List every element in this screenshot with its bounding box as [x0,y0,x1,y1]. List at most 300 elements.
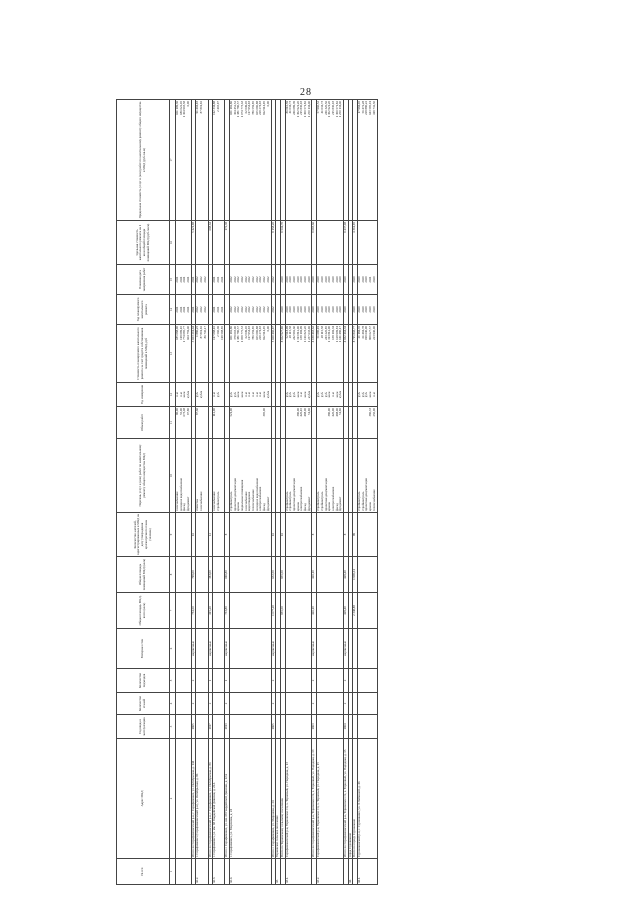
table-cell [358,557,377,593]
cell-line: 2020 [342,306,347,313]
cell-line: 2022 [254,306,259,313]
cell-line: 2022 [243,276,248,283]
cell-line: 2020 [306,306,311,313]
table-cell: Серафимовичский р-н, Терновское с/п, х. Терновый, ул. Народная, д. 15 [317,739,344,859]
table-cell: Терновское сельское поселение [276,739,281,859]
cell-line: 2020 [311,276,316,283]
table-cell: 1 995,61 [353,557,358,593]
cell-line: 165 096,88 [254,101,259,115]
table-cell: 42.2. [196,859,208,885]
header-cell: Материал стен [117,629,170,669]
cell-line: 117 954,93 [247,101,252,115]
header-cell: Количество жителей, зарегистрированных в МКД на дату утверждения краткосрочного плана (человек) [117,513,170,557]
cell-line: газоснабжение [199,491,204,511]
cell-line: п.м [258,392,263,397]
cell-line: п.м [371,392,376,397]
table-cell: 8 [225,513,230,557]
cell-line: 246 089,39 [292,101,297,115]
header-cell: Количество этажей [117,693,170,715]
table-cell: 855,50 [280,593,285,629]
table-cell: 835,50 [280,557,285,593]
cell-line: 2020 [360,306,365,313]
table-cell [285,221,312,265]
table-cell [196,221,208,265]
cell-line: 2022 [270,306,275,313]
header-cell: Год ввода в эксплуатацию [117,715,170,739]
cell-line: 1 300 571,82 [334,101,339,118]
table-cell [285,593,312,629]
table-cell [317,265,344,295]
cell-line: 2020 [284,276,289,283]
table-cell [196,265,208,295]
table-cell [317,693,344,715]
table-cell: 2 [271,669,276,693]
column-number: 14 [170,295,176,325]
cell-line: 118 099,10 [178,326,183,340]
cell-line: 786 559,85 [251,326,256,340]
table-cell [196,383,208,407]
table-cell: 2 [208,693,213,715]
cell-line: стройконтроль [215,491,220,511]
table-cell: 799,00 [191,557,196,593]
cell-line: 2020 [279,306,284,313]
table-row [358,100,377,885]
header-row [117,100,170,885]
cell-line: крыша [295,502,300,511]
cell-line: 228 880,22 [364,101,369,115]
table-row [317,100,344,885]
table-cell: 1964 [343,715,348,739]
cell-line: руб. [360,391,365,398]
cell-line: 380,00 [327,408,332,417]
cell-line: 2020 [338,276,343,283]
cell-line: 161 109,36 [175,101,179,115]
table-cell [196,693,208,715]
column-number: 6 [170,629,176,669]
cell-line: руб. [292,391,297,398]
cell-line: водоотведение [247,491,252,511]
table-cell [285,715,312,739]
table-cell: 1 [208,669,213,693]
cell-line: руб. [195,391,200,398]
table-cell: Итого по Серафимовичский р-н, г. Серафимович, ул. Октябрьская, д. 144 [191,739,196,859]
cell-line: кв.м [368,391,373,398]
cell-line: отмостка [195,499,200,511]
cell-line: 0,00 [265,101,270,107]
table-cell [285,295,312,325]
table-cell: 429,40 [343,557,348,593]
table-cell [285,265,312,295]
cell-line: п.м [247,392,252,397]
cell-line: 2020 [334,276,339,283]
cell-line: 4 032 464,34 [342,326,347,343]
table-cell: Всего по Терновскому сельскому поселению [280,739,285,859]
header-cell: Год планируемого капитального ремонта [117,295,170,325]
column-number: 1 [170,859,176,885]
cell-line: 2020 [338,306,343,313]
header-cell: Общая площадь помещений МКД (кв.м) [117,557,170,593]
cell-line: куб.м [199,390,204,399]
table-cell [229,265,271,295]
table-cell [358,383,377,407]
cell-line: 2020 [316,276,321,283]
cell-line: 2020 [330,306,335,313]
cell-line: руб. [288,391,293,398]
cell-line: 2020 [288,306,293,313]
cell-line: 0,00 [186,101,191,107]
table-cell: 16 [271,513,276,557]
table-cell [285,100,312,221]
table-cell [317,593,344,629]
table-cell [229,715,271,739]
cell-line: 243 226,85 [323,326,328,340]
cell-line: п.м [251,392,256,397]
cell-line: 922 914,95 [262,101,267,115]
table-cell [176,383,192,407]
table-cell [196,439,208,513]
cell-line: 2022 [195,306,200,313]
table-body [176,100,378,885]
table-cell [317,715,344,739]
table-cell [213,557,225,593]
table-cell: 733,80 [225,593,230,629]
table-cell [229,295,271,325]
cell-line: проектная документация [323,478,328,511]
table-cell [358,669,377,693]
cell-line: 138 169,34 [330,326,335,340]
column-number: 8 [170,557,176,593]
cell-line: 1 128 909,81 [334,326,339,343]
cell-line: 1 313 812,00 [295,326,300,343]
cell-line: 2022 [265,276,270,283]
table-cell [213,325,225,383]
cell-line: 2022 [270,276,275,283]
table-cell [176,629,192,669]
table-cell: 9 541,70 [280,221,285,265]
table-row [213,100,225,885]
cell-line: 2 403,97 [215,101,220,112]
header-cell: № п/п [117,859,170,885]
table-cell [358,439,377,513]
cell-line: 2022 [262,276,267,283]
cell-line: 101 192,86 [228,326,233,340]
cell-line: п.м [299,392,304,397]
cell-line: кв.м [327,391,332,398]
table-cell: Суровикинский р-н, г. Суровикино, ул. Л.Чайкиной, д. 46 [358,739,377,859]
header-cell: Общая площадь МКД, всего (кв.м) [117,593,170,629]
cell-line: 378 003,00 [232,326,237,340]
cell-line: стройконтроль [357,491,362,511]
table-cell: 44.1. [358,859,377,885]
cell-line: 2022 [240,306,245,313]
cell-line: 1 074 773,63 [240,101,245,118]
column-number: 12 [170,383,176,407]
cell-line: куб.м [186,390,191,399]
cell-line: 2020 [334,306,339,313]
table-cell [229,325,271,383]
header-cell: Плановая дата завершения работ [117,265,170,295]
table-cell [176,221,192,265]
cell-line: 2020 [319,276,324,283]
cell-line: 2020 [316,306,321,313]
cell-line: 2021 [215,276,220,283]
column-number: 4 [170,693,176,715]
cell-line: кв.м [236,391,241,398]
table-cell [196,557,208,593]
table-cell: 9 437,08 [343,221,348,265]
cell-line: п.м [254,392,259,397]
cell-line: 673,48 [182,408,187,417]
cell-line: стройконтроль [228,491,233,511]
cell-line: 2020 [342,276,347,283]
cell-line: 185 088,00 [175,326,179,340]
table-cell [229,593,271,629]
table-cell: 43.1. [285,859,312,885]
cell-line: 2021 [212,276,217,283]
table-cell: 12 [208,513,213,557]
table-cell: 9 693,66 [312,221,317,265]
cell-line: 2021 [219,306,224,313]
column-number: 9 [170,513,176,557]
cell-line: 2020 [299,276,304,283]
cell-line: 1 116 823,20 [303,326,308,343]
cell-line: куб.м [338,390,343,399]
cell-line: газоснабжение [212,491,217,511]
cell-line: 2021 [186,276,191,283]
table-cell [358,325,377,383]
cell-line: п.м [330,392,335,397]
cell-line: 17 984,45 [357,101,362,114]
table-cell [176,265,192,295]
cell-line: 246 326,56 [323,101,328,115]
table-cell [196,407,208,439]
cell-line: руб. [284,391,289,398]
table-cell: 2 [191,669,196,693]
cell-line: газоснабжение [175,491,179,511]
table-cell [229,629,271,669]
cell-line: 57 960,52 [316,101,321,114]
table-cell [213,669,225,693]
cell-line: 2020 [368,306,373,313]
cell-line: кв.м [240,391,245,398]
table-cell [285,693,312,715]
cell-line: 2020 [279,276,284,283]
cell-line: руб. [232,391,237,398]
cell-line: 498,00 [334,408,339,417]
cell-line: 112,00 [212,408,217,417]
cell-line: 2020 [323,276,328,283]
cell-line: 1 313 812,00 [327,326,332,343]
cell-line: кв.м [334,391,339,398]
table-cell: 754,50 [191,593,196,629]
cell-line: 21 184,35 [357,326,362,339]
header-cell: Адрес МКД [117,739,170,859]
table-cell: 8 [343,513,348,557]
table-cell: 8 [312,513,317,557]
table-cell [213,265,225,295]
cell-line: 41 034,73 [319,101,324,114]
cell-line: 2022 [258,306,263,313]
table-cell: Итого по Серафимовичский р-н, Терновское с/п, х. Терновый, ул. Народная, д. 15 [343,739,348,859]
table-cell [285,383,312,407]
cell-line: 55,00 [178,408,183,415]
column-number: 17 [170,100,176,221]
table-cell: 1913 [225,715,230,739]
cell-line: 2021 [182,306,187,313]
cell-line: теплоснабжение [251,489,256,511]
cell-line: холодное водоснабжение [178,477,183,511]
cell-line: 2020 [319,306,324,313]
table-cell: 1 077,20 [271,593,276,629]
cell-line: 2022 [240,276,245,283]
table-cell [317,629,344,669]
table-cell [196,629,208,669]
cell-line: 2020 [352,276,357,283]
cell-line: 2022 [228,306,233,313]
cell-line: 2021 [215,306,220,313]
table-cell: 383,00 [208,557,213,593]
table-cell: 44. [348,859,353,885]
cell-line: фасад [303,503,308,511]
cell-line: 2021 [175,306,179,313]
cell-line: 2020 [288,276,293,283]
cell-line: 664 759,40 [186,326,191,340]
table-cell [317,383,344,407]
cell-line: 229 274,93 [258,101,263,115]
table-cell: кирпичные [271,629,276,669]
table-cell: 2 [343,669,348,693]
table-cell: 43.2. [317,859,344,885]
cell-line: 419 732,50 [371,101,376,115]
cell-line: 215 830,03 [330,101,335,115]
cell-line: куб.м [265,390,270,399]
table-cell [229,439,271,513]
table-cell [176,557,192,593]
cell-line: электроснабжение [258,486,263,511]
table-cell: Серафимовичский р-н, Терновское с/п, х. Терновый, ул. Народная, д. 13 [285,739,312,859]
table-row [176,100,192,885]
cell-line: 2020 [323,306,328,313]
table-cell [358,407,377,439]
table-cell: 2 [312,669,317,693]
cell-line: 56 472,28 [360,101,365,114]
cell-line: фасад [334,503,339,511]
table-cell [213,629,225,669]
cell-line: 117 088,16 [212,326,217,340]
cell-line: подвальные помещения [240,479,245,511]
column-number: 13 [170,325,176,383]
cell-line: 2020 [295,306,300,313]
cell-line: 215 830,03 [299,101,304,115]
cell-line: 2020 [364,306,369,313]
cell-line: руб. [323,391,328,398]
cell-line: 2021 [190,306,195,313]
cell-line: 2020 [352,306,357,313]
cell-line: 2020 [303,306,308,313]
cell-line: 2022 [258,276,263,283]
cell-line: 229 274,93 [258,326,263,340]
table-cell [358,221,377,265]
table-cell [213,693,225,715]
cell-line: руб. [319,391,324,398]
table-cell: 16 [191,513,196,557]
header-cell: Перечень услуг и (или) работ по капитальному ремонту общего имущества МКД [117,439,170,513]
table-cell: Всего по городу Суровикино [353,739,358,859]
cell-line: 922 914,95 [262,326,267,340]
repair-plan-table [116,99,378,885]
table-cell [213,383,225,407]
cell-line: электроснабжение [330,486,335,511]
cell-line: 2021 [219,276,224,283]
table-cell [176,693,192,715]
table-cell [358,715,377,739]
table-cell [317,407,344,439]
cell-line: 87,60 [195,408,200,415]
column-number: 7 [170,593,176,629]
table-cell: 426,10 [312,593,317,629]
cell-line: кв.м [182,391,187,398]
cell-line: 1 302 921,20 [327,101,332,118]
table-cell [213,295,225,325]
cell-line: крыша [236,502,241,511]
cell-line: холодное водоснабжение [254,477,259,511]
table-cell [176,439,192,513]
cell-line: 28 115,58 [288,326,293,339]
table-cell: г. Серафимович, ул. Миронова, д. 24 [229,739,271,859]
table-cell: 2 [343,693,348,715]
cell-line: 52 918,09 [284,326,289,339]
table-cell [285,629,312,669]
cell-line: 97,80 [186,408,191,415]
table-cell [358,693,377,715]
table-cell: кирпичные [225,629,230,669]
table-cell [317,325,344,383]
cell-line: руб. [364,391,369,398]
cell-line: стройконтроль [316,491,321,511]
table-cell [285,325,312,383]
cell-line: 1 141 480,17 [338,326,343,343]
cell-line: проектная документация [364,478,369,511]
header-cell: Ед. измерения [117,383,170,407]
table-cell [358,513,377,557]
table-cell [229,221,271,265]
cell-line: 2022 [195,276,200,283]
cell-line: 426,10 [299,408,304,417]
table-cell [285,407,312,439]
cell-line: 1 381 780,57 [236,101,241,118]
cell-line: 2021 [178,306,183,313]
table-cell [196,295,208,325]
cell-line: 2021 [178,276,183,283]
table-cell: 1 [225,669,230,693]
cell-line: 364 452,52 [232,101,237,115]
cell-line: 2020 [292,306,297,313]
cell-line: 0,00 [265,326,270,332]
header-cell: Предельная стоимость услуг и (или) работ по капитальному ремонту общего имущества в МКД (руб./кв.м) [117,100,170,221]
column-number: 15 [170,265,176,295]
table-cell: 632,50 [271,557,276,593]
cell-line: п.м [178,392,183,397]
table-cell: 2 [225,693,230,715]
table-cell [176,513,192,557]
table-cell [176,859,192,885]
column-number: 2 [170,739,176,859]
cell-line: куб.м [306,390,311,399]
cell-line: 223 940,00 [371,326,376,340]
cell-line: 1 250 134,40 [338,101,343,118]
cell-line: фундамент [265,496,270,511]
cell-line: 2021 [186,306,191,313]
